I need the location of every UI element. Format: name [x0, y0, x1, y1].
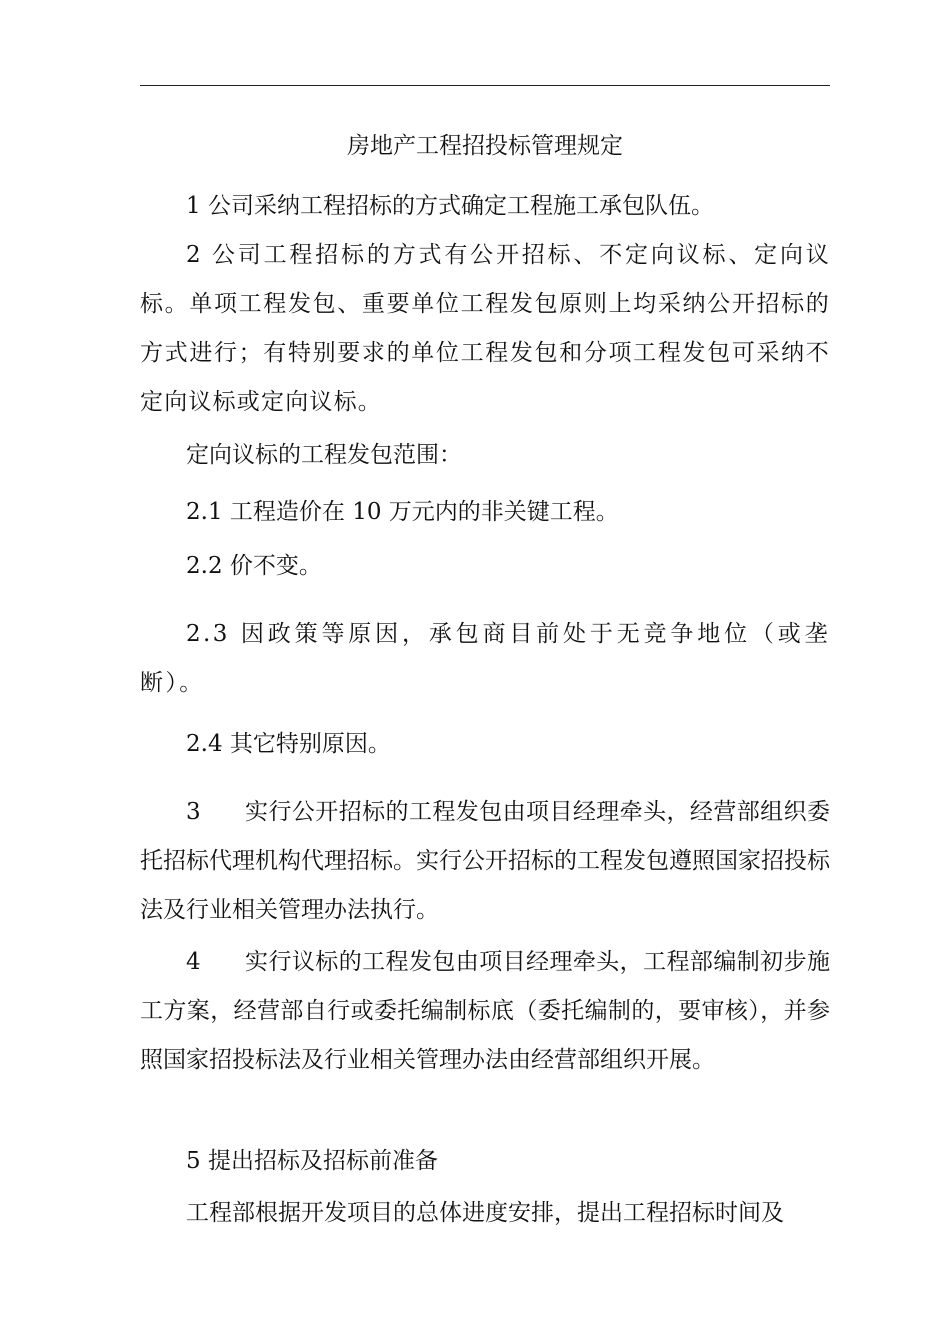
paragraph-8-text: 实行公开招标的工程发包由项目经理牵头，经营部组织委托招标代理机构代理招标。实行公开招标的工程发包遵照国家招投标法及行业相关管理办法执行。 [140, 799, 830, 923]
paragraph-8 [140, 788, 830, 935]
paragraph-11: 工程部根据开发项目的总体进度安排，提出工程招标时间及 [186, 1200, 784, 1226]
paragraph-9-text: 实行议标的工程发包由项目经理牵头，工程部编制初步施工方案，经营部自行或委托编制标底（委托编制的，要审核），并参照国家招投标法及行业相关管理办法由经营部组织开展。 [140, 949, 830, 1073]
paragraph-7: 2.4 其它特别原因。 [186, 731, 391, 757]
paragraph-2: 2 公司工程招标的方式有公开招标、不定向议标、定向议标。单项工程发包、重要单位工程发包原则上均采纳公开招标的方式进行；有特别要求的单位工程发包和分项工程发包可采纳不定向议标或定向议标。 [140, 242, 830, 415]
paragraph-10: 5 提出招标及招标前准备 [186, 1148, 438, 1174]
paragraph-1: 1 公司采纳工程招标的方式确定工程施工承包队伍。 [186, 193, 714, 219]
paragraph-3: 定向议标的工程发包范围： [186, 442, 462, 468]
paragraph-5: 2.2 价不变。 [186, 553, 322, 579]
paragraph-9-number: 4 [186, 949, 201, 975]
paragraph-8-number: 3 [186, 799, 201, 825]
paragraph-6: 2.3 因政策等原因，承包商目前处于无竞争地位（或垄断）。 [140, 621, 830, 696]
document-title: 房地产工程招投标管理规定 [347, 133, 623, 159]
paragraph-9 [140, 938, 830, 1085]
header-rule [140, 85, 830, 86]
paragraph-4: 2.1 工程造价在 10 万元内的非关键工程。 [186, 499, 619, 525]
